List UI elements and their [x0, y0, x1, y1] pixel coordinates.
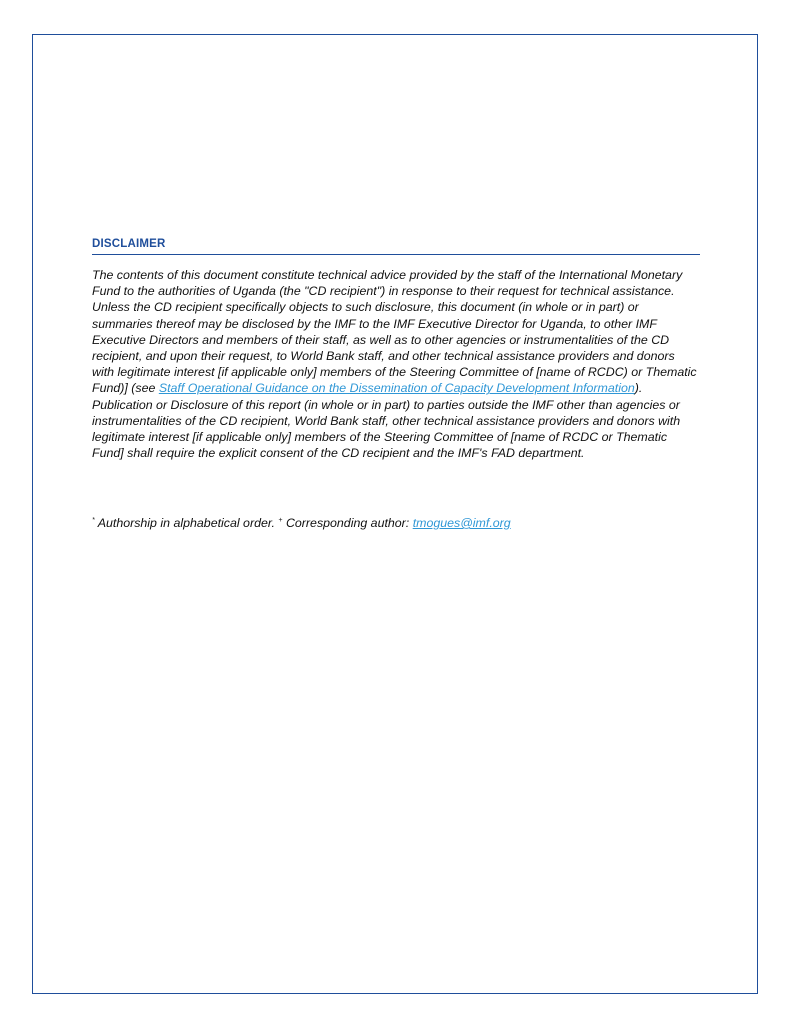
author-email-link[interactable]: tmogues@imf.org	[412, 516, 511, 530]
asterisk-mark: *	[92, 516, 95, 524]
disclaimer-heading: DISCLAIMER	[92, 238, 700, 255]
plus-mark: +	[278, 516, 283, 524]
disclaimer-section	[92, 238, 700, 461]
authorship-note: Authorship in alphabetical order.	[94, 516, 279, 530]
disclaimer-text-part-1: The contents of this document constitute technical advice provided by the staff of the International Monetary Fund to the authorities of Uganda (the "CD recipient") in response to their request for technical assistance. Unless the CD recipient specifically objects to such disclosure, this document (in whole or in part) or summaries thereof may be disclosed by the IMF to the IMF Executive Director for Uganda, to other IMF Executive Directors and members of their staff, as well as to other agencies or instrumentalities of the CD recipient, and upon their request, to World Bank staff, and other technical assistance providers and donors with legitimate interest [if applicable only] members of the Steering Committee of [name of RCDC) or Thematic Fund)] (see	[92, 268, 697, 396]
disclaimer-text	[92, 267, 700, 461]
corresponding-author-label: Corresponding author:	[282, 516, 413, 530]
disclaimer-text-part-2: ). Publication or Disclosure of this report (in whole or in part) to parties outside the IMF other than agencies or instrumentalities of the CD recipient, World Bank staff, other technical assistance providers and donors with legitimate interest [if applicable only] members of the Steering Committee of [name of RCDC or Thematic Fund] shall require the explicit consent of the CD recipient and the IMF's FAD department.	[92, 381, 681, 461]
authorship-footnote	[92, 515, 700, 531]
dissemination-guidance-link[interactable]: Staff Operational Guidance on the Dissemination of Capacity Development Information	[158, 381, 635, 396]
page-border	[32, 34, 758, 994]
